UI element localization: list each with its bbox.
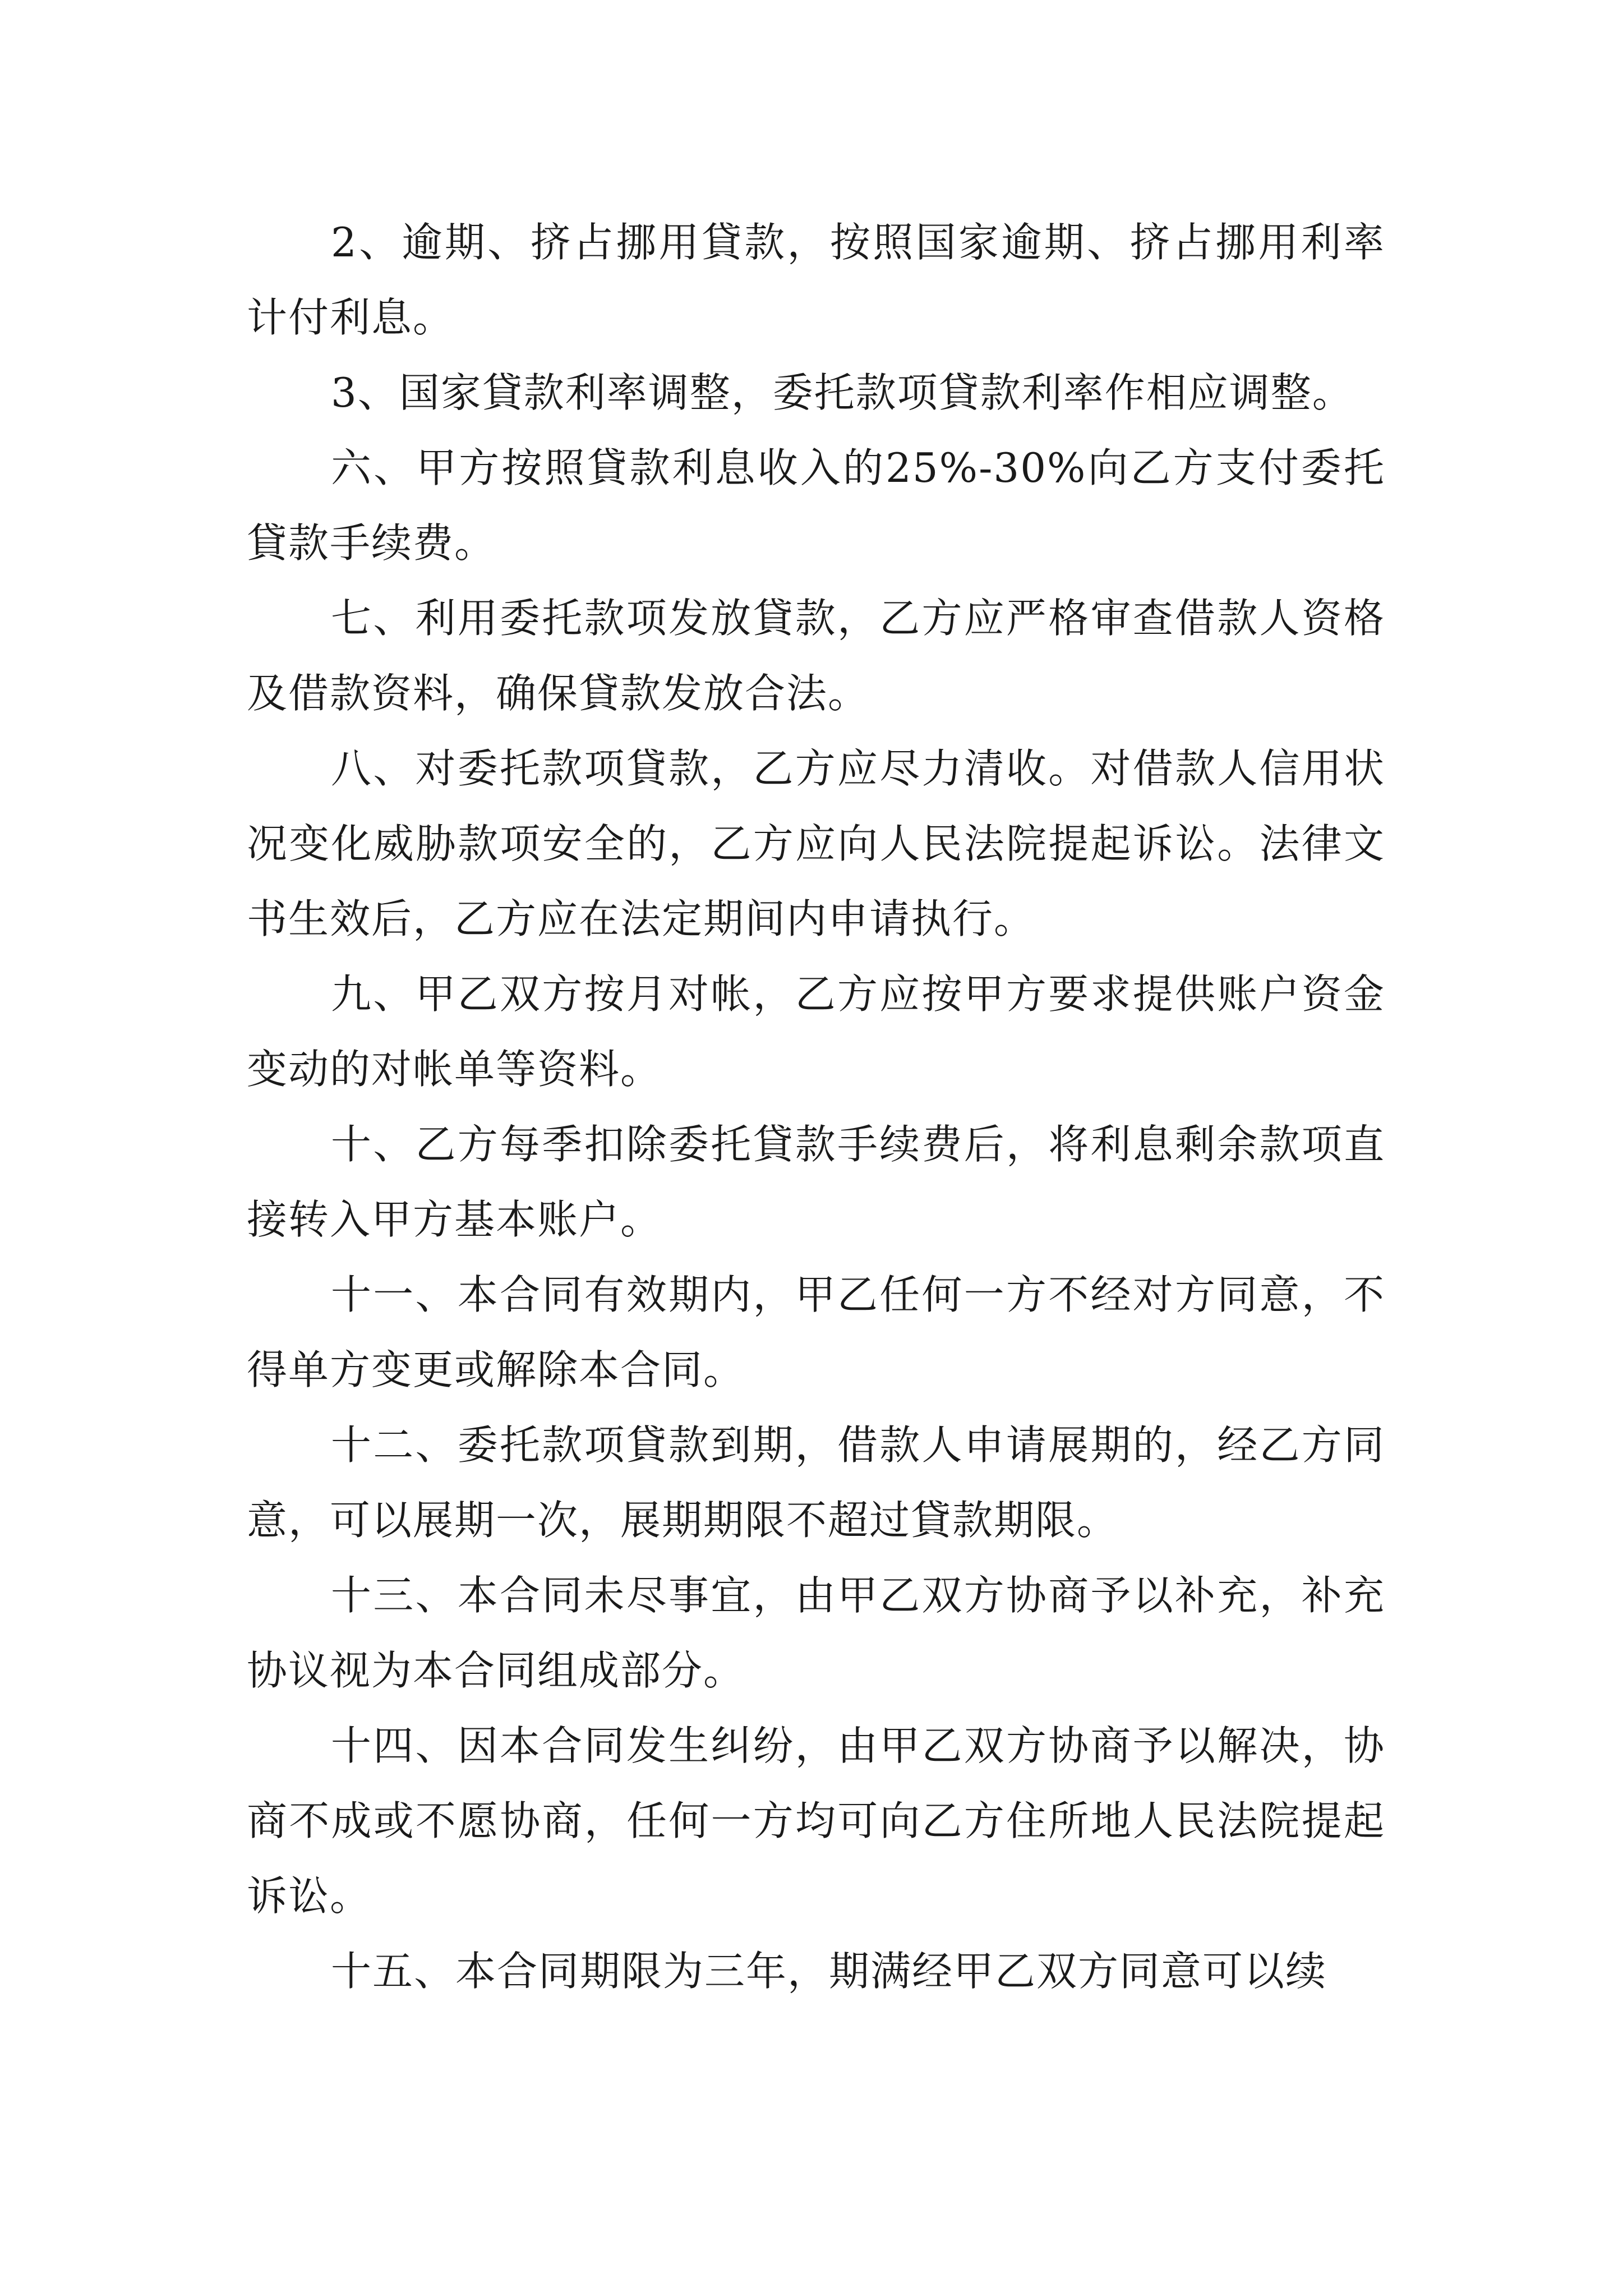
clause-paragraph: 七、利用委托款项发放貸款，乙方应严格审查借款人资格及借款资料，确保貸款发放合法。 [247, 595, 1385, 717]
clause-paragraph: 十、乙方每季扣除委托貸款手续费后，将利息剩余款项直接转入甲方基本账户。 [247, 1121, 1385, 1243]
clause-paragraph: 十二、委托款项貸款到期，借款人申请展期的，经乙方同意，可以展期一次，展期期限不超过貸款期限。 [247, 1421, 1385, 1544]
clause-paragraph: 2、逾期、挤占挪用貸款，按照国家逾期、挤占挪用利率计付利息。 [247, 219, 1385, 341]
clause-paragraph: 八、对委托款项貸款，乙方应尽力清收。对借款人信用状况变化威胁款项安全的，乙方应向人民法院提起诉讼。法律文书生效后，乙方应在法定期间内申请执行。 [247, 745, 1385, 942]
clause-paragraph: 九、甲乙双方按月对帐，乙方应按甲方要求提供账户资金变动的对帐单等资料。 [247, 970, 1385, 1093]
clause-paragraph: 3、国家貸款利率调整，委托款项貸款利率作相应调整。 [331, 369, 1354, 416]
clause-paragraph: 十一、本合同有效期内，甲乙任何一方不经对方同意，不得单方变更或解除本合同。 [247, 1271, 1385, 1393]
clause-paragraph: 十三、本合同未尽事宜，由甲乙双方协商予以补充，补充协议视为本合同组成部分。 [247, 1572, 1385, 1694]
clause-paragraph: 十四、因本合同发生纠纷，由甲乙双方协商予以解决，协商不成或不愿协商，任何一方均可向乙方住所地人民法院提起诉讼。 [247, 1722, 1385, 1920]
clause-paragraph: 六、甲方按照貸款利息收入的25%-30%向乙方支付委托貸款手续费。 [247, 444, 1385, 567]
clause-paragraph: 十五、本合同期限为三年，期满经甲乙双方同意可以续 [331, 1948, 1327, 1995]
contract-body [247, 205, 1385, 2009]
